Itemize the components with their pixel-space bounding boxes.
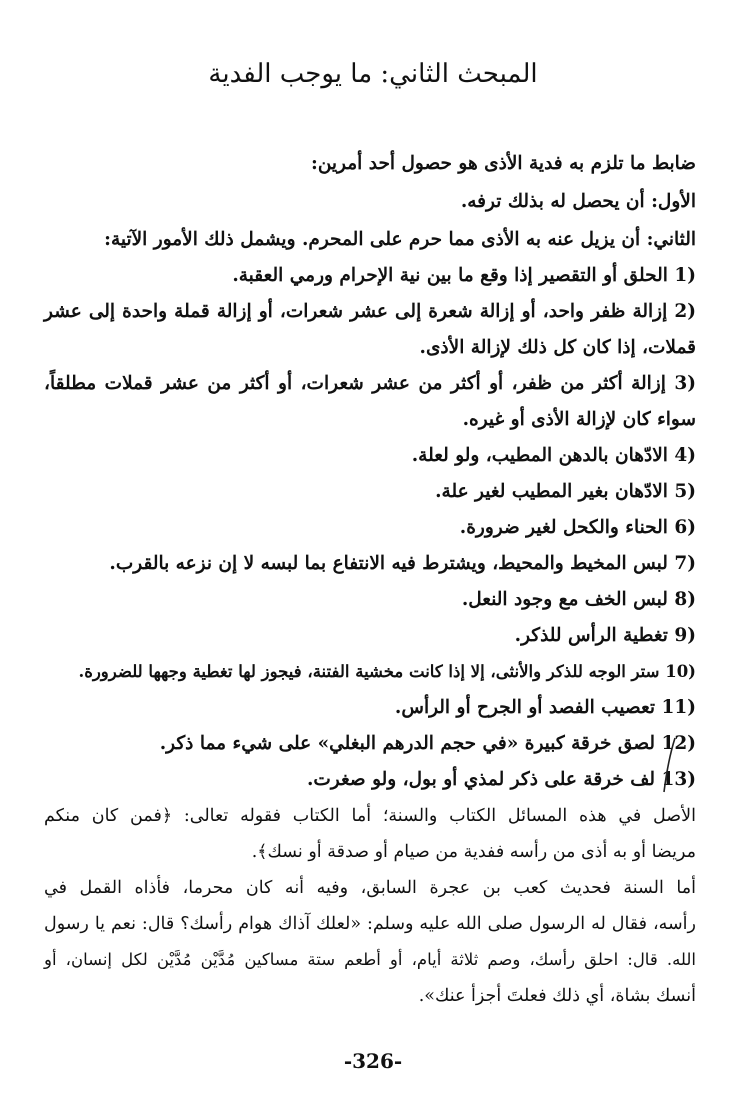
list-number: 8) bbox=[674, 589, 696, 610]
first-condition-line: الأول: أن يحصل له بذلك ترفه. bbox=[460, 191, 696, 212]
list-item-text: لبس المخيط والمحيط، ويشترط فيه الانتفاع بما لبسه لا إن نزعه بالقرب. bbox=[109, 553, 668, 574]
hadith-paragraph-line-4: أنسك بشاة، أي ذلك فعلتَ أجزأ عنك». bbox=[418, 986, 696, 1006]
list-number: 6) bbox=[674, 517, 696, 538]
list-number: 11) bbox=[661, 697, 696, 718]
evidence-paragraph-line-1: الأصل في هذه المسائل الكتاب والسنة؛ أما الكتاب فقوله تعالى: ﴿فمن كان منكم bbox=[44, 806, 696, 826]
list-number: 1) bbox=[674, 265, 696, 286]
list-item-text: الحلق أو التقصير إذا وقع ما بين نية الإحرام ورمي العقبة. bbox=[232, 265, 668, 286]
list-item-text: لف خرقة على ذكر لمذي أو بول، ولو صغرت. bbox=[306, 769, 656, 790]
section-title: المبحث الثاني: ما يوجب الفدية bbox=[208, 59, 538, 89]
list-number: 7) bbox=[674, 553, 696, 574]
list-number: 3) bbox=[674, 373, 696, 394]
list-item-text: الادّهان بالدهن المطيب، ولو لعلة. bbox=[411, 445, 668, 466]
evidence-paragraph-line-2: مريضا أو به أذى من رأسه ففدية من صيام أو صدقة أو نسك﴾. bbox=[251, 842, 696, 862]
hadith-paragraph-line-1: أما السنة فحديث كعب بن عجرة السابق، وفيه أنه كان محرما، فأذاه القمل في bbox=[44, 878, 696, 898]
list-number: 10) bbox=[665, 662, 696, 681]
intro-line: ضابط ما تلزم به فدية الأذى هو حصول أحد أمرين: bbox=[311, 153, 696, 174]
list-item-text: ستر الوجه للذكر والأنثى، إلا إذا كانت مخشية الفتنة، فيجوز لها تغطية وجهها للضرورة. bbox=[78, 662, 660, 681]
list-item-3-continued: سواء كان لإزالة الأذى أو غيره. bbox=[462, 409, 696, 430]
list-number: 4) bbox=[674, 445, 696, 466]
hadith-paragraph-line-3: الله. قال: احلق رأسك، وصم ثلاثة أيام، أو أطعم ستة مساكين مُدَّيْن مُدَّيْن لكل إنسان، أو bbox=[44, 950, 696, 969]
second-condition-line: الثاني: أن يزيل عنه به الأذى مما حرم على المحرم. ويشمل ذلك الأمور الآتية: bbox=[104, 229, 696, 250]
list-number: 9) bbox=[674, 625, 696, 646]
list-item-2-continued: قملات، إذا كان كل ذلك لإزالة الأذى. bbox=[419, 337, 696, 358]
list-item-text: لبس الخف مع وجود النعل. bbox=[461, 589, 668, 610]
list-item-text: الادّهان بغير المطيب لغير علة. bbox=[435, 481, 668, 502]
page-number: -326- bbox=[343, 1049, 403, 1073]
list-item-text: تغطية الرأس للذكر. bbox=[514, 625, 668, 646]
list-number: 12) bbox=[661, 733, 696, 754]
list-item-text: إزالة أكثر من ظفر، أو أكثر من عشر شعرات، أو أكثر من عشر قملات مطلقاً، bbox=[44, 373, 666, 394]
list-number: 5) bbox=[674, 481, 696, 502]
list-item-text: إزالة ظفر واحد، أو إزالة شعرة إلى عشر شعرات، أو إزالة قملة واحدة إلى عشر bbox=[44, 301, 668, 322]
list-item-text: لصق خرقة كبيرة «في حجم الدرهم البغلي» على شيء مما ذكر. bbox=[159, 733, 656, 754]
list-item-text: الحناء والكحل لغير ضرورة. bbox=[459, 517, 668, 538]
list-number: 13) bbox=[661, 769, 696, 790]
list-number: 2) bbox=[674, 301, 696, 322]
hadith-paragraph-line-2: رأسه، فقال له الرسول صلى الله عليه وسلم: «لعلك آذاك هوام رأسك؟ قال: نعم يا رسول bbox=[44, 914, 696, 934]
list-item-text: تعصيب الفصد أو الجرح أو الرأس. bbox=[394, 697, 656, 718]
pen-stroke bbox=[664, 738, 675, 792]
